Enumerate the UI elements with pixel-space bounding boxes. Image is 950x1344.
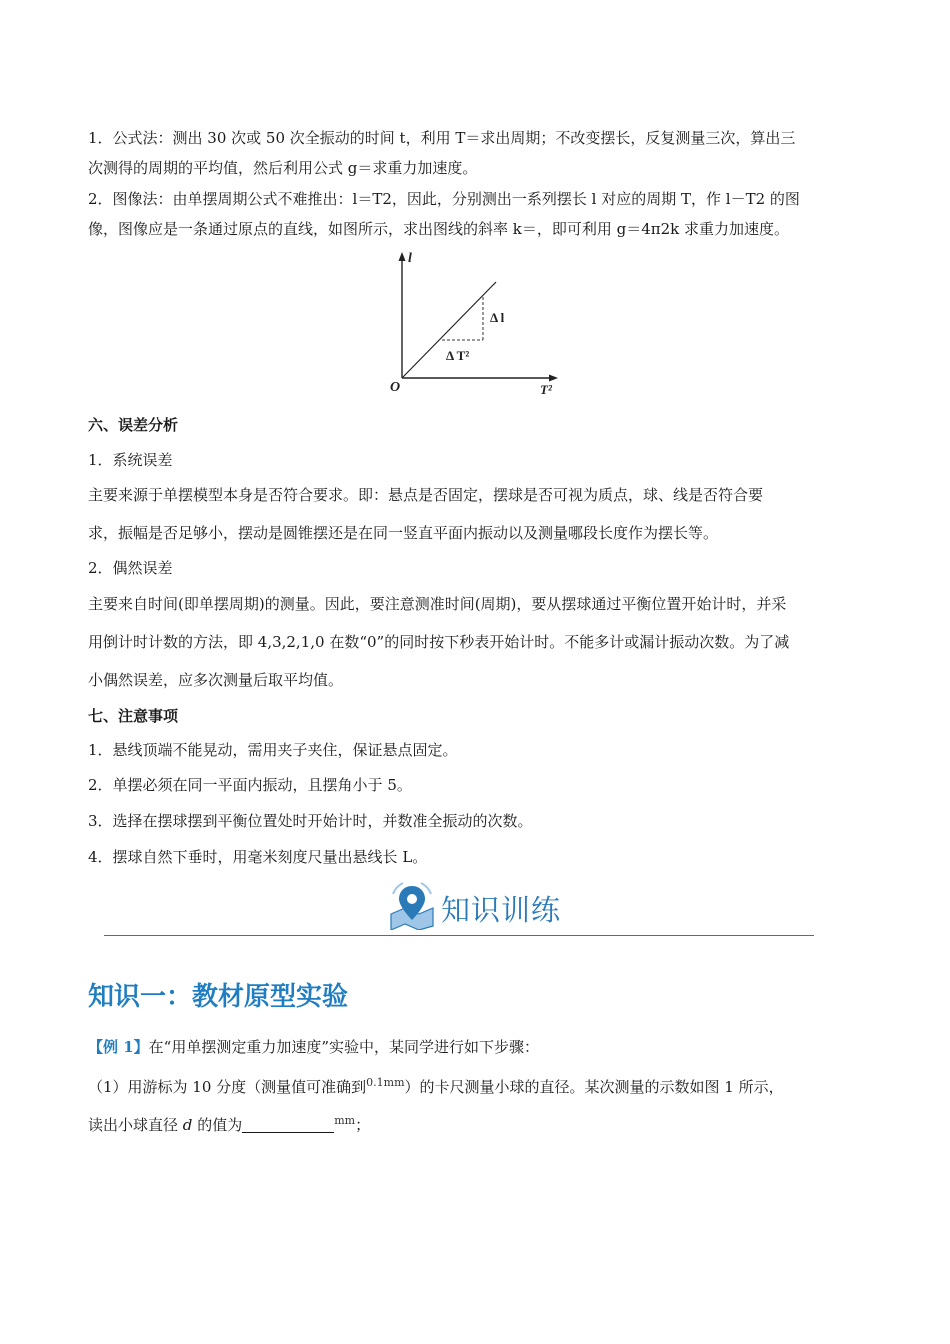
x-axis-label: T²	[540, 382, 552, 397]
precision-value: 0.1mm	[366, 1076, 405, 1089]
random-error-title: 2．偶然误差	[88, 559, 173, 577]
systematic-error-line-2: 求，振幅是否足够小，摆动是圆锥摆还是在同一竖直平面内振动以及测量哪段长度作为摆长等。	[88, 524, 719, 542]
question-1-text-b: ）的卡尺测量小球的直径。某次测量的示数如图 1 所示，	[404, 1078, 784, 1096]
banner-divider	[104, 935, 814, 936]
x-axis-arrow	[549, 375, 558, 382]
section-title: 知识一：教材原型实验	[88, 982, 349, 1012]
random-error-line-1: 主要来自时间(即单摆周期)的测量。因此，要注意测准时间(周期)，要从摆球通过平衡位置开始计时，并采	[88, 595, 787, 613]
delta-l-label: Δ l	[490, 310, 505, 325]
fit-line	[402, 282, 496, 378]
error-analysis-heading: 六、误差分析	[88, 416, 179, 434]
question-1-text-a: （1）用游标为 10 分度（测量值可准确到	[88, 1078, 367, 1096]
map-pin-icon	[385, 880, 439, 930]
y-axis-label: l	[408, 251, 412, 266]
example-tag: 【例 1】	[88, 1038, 149, 1056]
l-t2-graph	[380, 248, 570, 400]
answer-blank[interactable]	[242, 1116, 334, 1133]
random-error-line-3: 小偶然误差，应多次测量后取平均值。	[88, 671, 344, 689]
systematic-error-line-1: 主要来源于单摆模型本身是否符合要求。即：悬点是否固定，摆球是否可视为质点，球、线是否符合要	[88, 486, 764, 504]
example-intro-text: 在“用单摆测定重力加速度”实验中，某同学进行如下步骤：	[148, 1038, 540, 1056]
formula-method-line-1: 1．公式法：测出 30 次或 50 次全振动的时间 t，利用 T＝求出周期；不改变摆长，反复测量三次，算出三	[88, 129, 796, 147]
question-1-text-d: 的值为	[197, 1116, 243, 1134]
note-item: 2．单摆必须在同一平面内振动，且摆角小于 5。	[88, 776, 412, 794]
note-item: 4．摆球自然下垂时，用毫米刻度尺量出悬线长 L。	[88, 848, 428, 866]
note-item: 1．悬线顶端不能晃动，需用夹子夹住，保证悬点固定。	[88, 741, 458, 759]
question-1-line-2	[88, 1110, 868, 1136]
knowledge-training-banner	[385, 880, 575, 930]
random-error-line-2: 用倒计时计数的方法，即 4,3,2,1,0 在数“0”的同时按下秒表开始计时。不能多计或漏计振动次数。为了减	[88, 633, 790, 651]
example-intro	[88, 1036, 868, 1058]
graph-method-line-2: 像，图像应是一条通过原点的直线，如图所示，求出图线的斜率 k＝，即可利用 g＝4π2k 求重力加速度。	[88, 220, 790, 238]
y-axis-arrow	[399, 252, 406, 261]
diameter-variable: d	[182, 1116, 193, 1134]
question-1-end: ；	[355, 1116, 371, 1134]
unit-label: mm	[334, 1114, 356, 1127]
notes-heading: 七、注意事项	[88, 707, 179, 725]
banner-title: 知识训练	[441, 893, 562, 927]
note-item: 3．选择在摆球摆到平衡位置处时开始计时，并数准全振动的次数。	[88, 812, 533, 830]
graph-method-line-1: 2．图像法：由单摆周期公式不难推出：l＝T2，因此，分别测出一系列摆长 l 对应的周期 T，作 l－T2 的图	[88, 190, 800, 208]
systematic-error-title: 1．系统误差	[88, 451, 173, 469]
formula-method-line-2: 次测得的周期的平均值，然后利用公式 g＝求重力加速度。	[88, 159, 478, 177]
question-1-text-c: 读出小球直径	[88, 1116, 179, 1134]
delta-t2-label: Δ T²	[446, 348, 470, 363]
origin-label: O	[390, 380, 401, 395]
question-1-line-1	[88, 1072, 868, 1098]
